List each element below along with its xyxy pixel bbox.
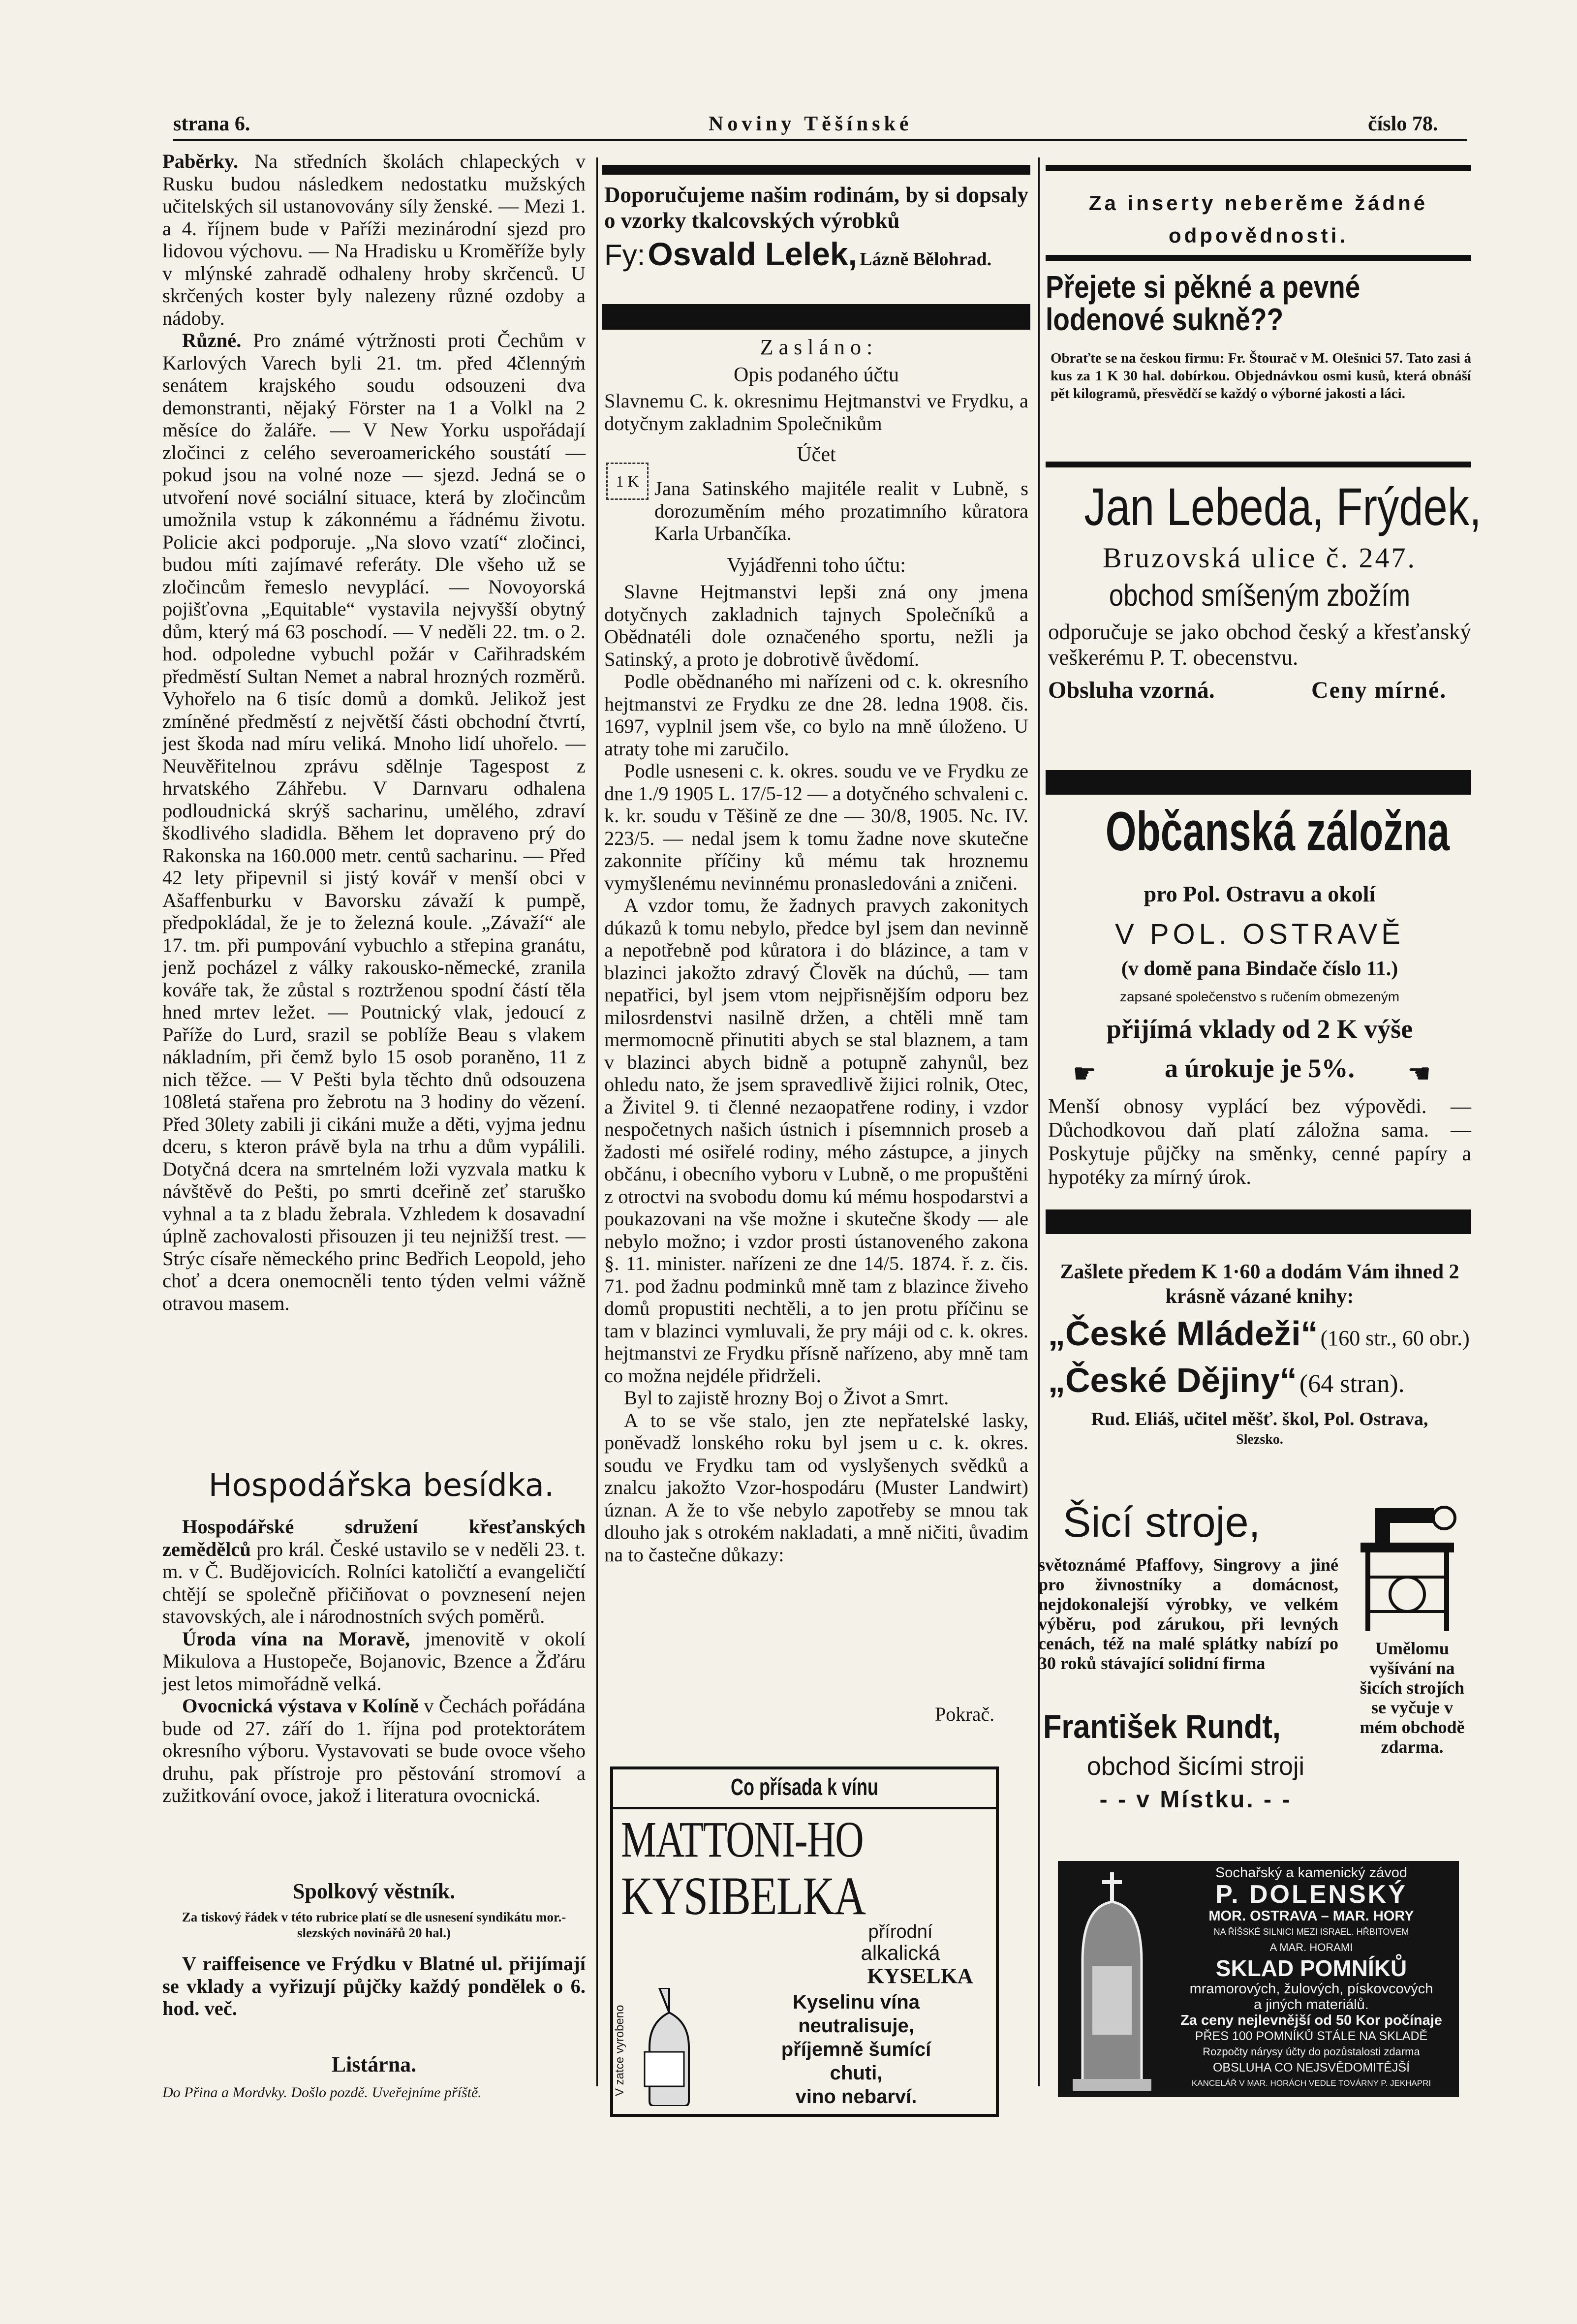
stroje-text: světoznámé Pfaffovy, Singrovy a jiné pro živnostníky a domácnost, nejdokonalejší výrobky, ve velkém výběru, pod zárukou, při levných cenách, též na malé splátky nabízí po 30 roků stávající solidní firma <box>1038 1555 1338 1673</box>
knihy-title1-line <box>1048 1314 1471 1353</box>
listarna-text: Do Přina a Mordvky. Došlo pozdě. Uveřejníme příště. <box>162 2084 482 2101</box>
hosp-p1-text: pro král. České ustavilo se v neděli 23. t. m. v Č. Budějovicích. Rolníci katoličtí a evangeličtí chtějí se společně přičiňovat o povznesení nejen stavovských, ale i národnostních svých poměrů. <box>162 1538 586 1627</box>
ad-firm-name: Osvald Lelek, <box>648 236 857 272</box>
kysibelka-text-2: neutralisuje, <box>798 2015 914 2037</box>
stroje-side: Umělomu vyšívání na šicích strojích se vyčuje v mém obchodě zdarma. <box>1360 1639 1465 1757</box>
lebeda-foot-right: Ceny mírné. <box>1311 677 1447 703</box>
dolensky-l6: SKLAD POMNÍKŮ <box>1215 1955 1407 1981</box>
newspaper-title: Noviny Těšínské <box>709 113 913 135</box>
dolensky-l4: NA ŘÍŠSKÉ SILNICI MEZI ISRAEL. HŘBITOVEM <box>1213 1927 1409 1937</box>
body-paragraph: Byl to zajistě hrozny Boj o Život a Smrt. <box>624 1387 949 1409</box>
middle-top-bar <box>602 165 1030 175</box>
zalozna-title: Občanská záložna <box>1105 801 1450 862</box>
kysibelka-text-5: vino nebarví. <box>795 2086 917 2107</box>
dolensky-l1: Sochařský a kamenický závod <box>1215 1865 1408 1881</box>
dolensky-l8: a jiných materiálů. <box>1254 1997 1369 2013</box>
left-column <box>162 150 586 1314</box>
paberky-title: Paběrky. <box>162 150 239 172</box>
inserty-notice: Za inserty neberěme žádné odpovědnosti. <box>1088 191 1428 247</box>
sukne-text: Obraťte se na českou firmu: Fr. Štourač v M. Olešnici 57. Tato zasi á kus za 1 K 30 hal. dobírkou. Objednávkou osmi kusů, která obnáší pět kilogramů, přesvědčí se každý o výborné jakosti a láci. <box>1051 350 1471 402</box>
ad-firm-prefix: Fy: <box>604 239 646 272</box>
hosp-heading: Hospodářska besídka. <box>208 1467 555 1504</box>
sukne-rule <box>1046 462 1471 467</box>
kysibelka-top: Co přísada k vínu <box>730 1774 879 1800</box>
hosp-p3-title: Ovocnická výstava v Kolíně <box>182 1695 419 1717</box>
hosp-section <box>162 1516 586 1807</box>
knihy-title2-line <box>1048 1361 1471 1400</box>
zaslano-heading: Z a s l á n o : <box>760 335 873 359</box>
bottle-icon <box>635 1988 694 2106</box>
lebeda-name: Jan Lebeda, Frýdek, <box>1084 477 1482 536</box>
dolensky-l7: mramorových, žulových, pískovcových <box>1189 1981 1433 1997</box>
addressee-text: Slavnemu C. k. okresnimu Hejtmanstvi ve Frydku, a dotyčnym zakladnim Společnikům <box>604 390 1028 434</box>
spolkovy-note: Za tiskový řádek v této rubrice platí se dle usnesení syndikátu mor.-slezských novinářů 20 hal.) <box>182 1910 566 1940</box>
body-paragraph: Slavne Hejtmanstvi lepši zná ony jmena dotyčnych zakladnich tajnych Společníků a Obědnatéli dole označeného sportu, nežli ja Satinský, a proto je dobrotivě ůvědomí. <box>604 581 1028 670</box>
header-rule <box>173 139 1467 141</box>
knihy-title2: „České Dějiny“ <box>1048 1361 1297 1399</box>
zaslano-body <box>604 581 1028 1566</box>
stroje-title: Šicí stroje, <box>1063 1499 1261 1546</box>
dolensky-l13: KANCELÁŘ V MAR. HORÁCH VEDLE TOVÁRNY P. JEKHAPRI <box>1191 2078 1431 2088</box>
stroje-firm: František Rundt, <box>1043 1708 1281 1745</box>
sukne-title: Přejete si pěkné a pevné lodenové sukně?? <box>1046 269 1361 337</box>
kysibelka-text-4: chuti, <box>830 2062 883 2084</box>
kysibelka-text <box>723 1990 989 2108</box>
dolensky-l10: PŘES 100 POMNÍKŮ STÁLE NA SKLADĚ <box>1195 2029 1428 2043</box>
sewing-machine-icon <box>1346 1488 1469 1636</box>
body-paragraph: Podle usneseni c. k. okres. soudu ve ve Frydku ze dne 1./9 1905 L. 17/5-12 — a dotyčného schvaleni c. k. kr. soudu v Těšině ze dne — 30/8, 1905. Nc. IV. 223/5. — nedal jsem k tomu žadne nove skutečne zakonnite příčiny ků mému tak hroznemu vymyšlenému nevinnému pronasledováni a zničeni. <box>604 760 1028 894</box>
zalozna-top-bar <box>1046 770 1471 795</box>
column-divider-1 <box>596 157 598 2086</box>
ucet-text <box>654 477 1028 545</box>
hosp-p2-text: jmenovitě v okolí Mikulova a Hustopeče, Bojanovic, Bzence a Žďáru jest letos mimořádně velká. <box>162 1627 586 1695</box>
body-paragraph: Podle obědnaného mi nařízeni od c. k. okresního hejtmanstvi ze Frydku ze dne 28. ledna 1908. čis. 1697, vyplnil jsem vše, co bylo na mně úloženo. U atraty tohe mi zaručilo. <box>604 670 1028 760</box>
ucet-text-line: Jana Satinského majitéle realit v Lubně, s dorozuměním mého prozatimního kůratora Karla Urbančíka. <box>654 477 1028 544</box>
knihy-title2-pages: (64 stran). <box>1299 1370 1405 1398</box>
body-paragraph: A to se vše stalo, jen zte nepřatelské lasky, poněvadž lonského roku byl jsem u c. k. okres. soudu ve Frydku tam od vyslyšenych svědků a znalcu jakožto Vzor-hospodáru (Muster Landwirt) úznan. A že to vše nebylo zapotřeby se mnou tak dlouho jak s otrokém nakladati, a mně ničiti, ůvadim na to častečne důkazy: <box>604 1409 1028 1566</box>
lebeda-shop: obchod smíšeným zbožím <box>1109 579 1411 613</box>
kysibelka-sub3: KYSELKA <box>867 1964 973 1988</box>
column-divider-2 <box>1038 157 1040 2086</box>
zalozna-deposit: přijímá vklady od 2 K výše <box>1106 1014 1413 1044</box>
body-paragraph: A vzdor tomu, že žadnych pravych zakonitych dúkazů k tomu nebylo, předce byl jsem dan nevinně a nepotřebně pod kůratora i do blázince, a tam v blazinci jakožto zdravý Člověk na dúchů, — tam nepatřici, byl jsem vtom nejpřisnějším odporu bez milosrdenstvi nasilně držen, a chtěli mně tam mermomocně přinutiti abych se stal blaznem, a tam v blazinci abych bidně a potupně zahynůl, bez ohledu nato, že jsem spravedlivě žijici rolnik, Otec, a Živitel 9. ti členné nezaopatřene rodiny, i vzdor nespočetnych našich ústnich i písemnnich proseb a žadosti mé osiřelé rodiny, mého zástupce, a jinych občánu, i obecního vyboru v Lubně, o me propuštěni z otroctvi na svobodu domu kú mému hospodarstvi a poukazovani na vše možne i skutečne škody — ale nebylo možno; i vzdor prosti ústanoveného zakona §. 11. minister. nařízeni ze dne 14/5. 1874. ř. z. čis. 71. pod žadnu podminků mně tam z blazince živeho domů propustiti nechtěli, a to jen protu příčinu se tam v blazinci vymluvali, že pry máji od c. k. okres. hejtmanstvi ze Frydku přísně nařízeno, aby mně tam co možna nejdéle přidrželi. <box>604 894 1028 1387</box>
lebeda-text: odporučuje se jako obchod český a křesťanský veškerému P. T. obecenstvu. <box>1048 620 1471 670</box>
paberky-text: Na středních školách chlapeckých v Rusku budou následkem nedostatku mužských učitelských sil ustanovovány síly ženské. — Mezi 1. a 4. říjnem bude v Paříži mezinárodní sjezd pro lidovou výchovu. — Na Hradisku u Kroměříže byly v mlýnské zahradě odhaleny hroby skrčenců. U skrčených koster byly nalezeny různé ozdoby a nádoby. <box>162 150 586 329</box>
kysibelka-sub2: alkalická <box>861 1941 940 1964</box>
addressee <box>604 390 1028 434</box>
zalozna-reg: zapsané společenstvo s ručením obmezeným <box>1119 989 1400 1004</box>
kysibelka-rule <box>613 1807 996 1809</box>
amount-box: 1 K <box>606 463 649 500</box>
zalozna-interest: a úrokuje je 5%. <box>1165 1054 1355 1083</box>
knihy-region: Slezsko. <box>1236 1432 1283 1447</box>
pointing-hand-right-icon: ☚ <box>1407 1058 1431 1089</box>
zalozna-house: (v domě pana Bindače číslo 11.) <box>1121 958 1398 980</box>
page-number: strana 6. <box>173 113 250 135</box>
vyjadreni-heading: Vyjádřenni toho účtu: <box>727 554 906 577</box>
pointing-hand-left-icon: ☛ <box>1073 1058 1097 1089</box>
dolensky-l9: Za ceny nejlevnější od 50 Kor počínaje <box>1180 2013 1442 2028</box>
knihy-top-bar <box>1046 1209 1471 1234</box>
spolkovy-text <box>162 1952 586 2020</box>
spolkovy-heading: Spolkový věstník. <box>292 1879 456 1903</box>
ad-firm-line <box>604 235 1028 273</box>
listarna-heading: Listárna. <box>331 2052 417 2076</box>
kysibelka-side: V zatce vyrobeno <box>613 2005 626 2096</box>
knihy-line1: Zašlete předem K 1·60 a dodám Vám ihned 2 krásně vázané knihy: <box>1060 1261 1459 1308</box>
knihy-title1-pages: (160 str., 60 obr.) <box>1320 1326 1470 1350</box>
hosp-p1-title: Hospodářské sdružení křesťanských zemědělců <box>162 1516 586 1560</box>
hosp-p2-title: Úroda vína na Moravě, <box>182 1627 410 1650</box>
middle-black-bar <box>602 304 1030 330</box>
issue-number: číslo 78. <box>1368 113 1438 135</box>
ucet-heading: Účet <box>797 443 836 466</box>
ad-top-text: Doporučujeme našim rodinám, by si dopsaly o vzorky tkalcovských výrobků <box>604 183 1028 233</box>
monument-icon <box>1063 1867 1161 2094</box>
inserty-rule <box>1046 255 1471 261</box>
kysibelka-brand1: MATTONI-HO <box>621 1811 864 1868</box>
zalozna-for: pro Pol. Ostravu a okolí <box>1144 881 1376 906</box>
dolensky-l2: P. DOLENSKÝ <box>1215 1880 1407 1909</box>
ruzne-title: Různé. <box>182 329 242 351</box>
dolensky-l3: MOR. OSTRAVA – MAR. HORY <box>1208 1908 1414 1924</box>
knihy-author: Rud. Eliáš, učitel měšť. škol, Pol. Ostrava, <box>1091 1409 1428 1429</box>
kysibelka-sub1: přírodní <box>868 1921 933 1942</box>
pokrac: Pokrač. <box>935 1703 995 1725</box>
kysibelka-text-1: Kyselinu vína <box>793 1991 920 2013</box>
stroje-shop: obchod šicími stroji <box>1086 1752 1305 1781</box>
kysibelka-text-3: příjemně šumící <box>781 2039 931 2060</box>
hosp-p3-text: v Čechách pořádána bude od 27. září do 1. října pod protektorátem okresního výboru. Vystavovati se bude ovoce všeho druhu, pak přístroje pro pěstování stromoví a zužitkování ovoce, jakož i literatura ovocnická. <box>162 1695 586 1806</box>
ruzne-text: Pro známé výtržnosti proti Čechům v Karlových Varech byli 21. tm. před 4člennýṁ senátem krajského soudu odsouzeni dva demonstranti, nějaký Förster na 1 a Volkl na 2 měsíce do žaláře. — V New Yorku uspořádají zločinci z celého severoamerického soustátí — pokud jsou na volné noze — sjezd. Jedná se o utvoření nové sociální situace, která by zločincům umožnila vstup k zákonnému a řádnému životu. Policie akci podporuje. „Na slovo vzatí“ zločinci, budou míti zajímavé referáty. Dle všeho už se zločincům řemeslo nevyplácí. — Novoyorská pojišťovna „Equitable“ vystavila nejvyšší obytný dům, který má 63 poschodí. — V neděli 22. tm. o 2. hod. odpoledne vybuchl požár v Cařihradském předměstí Sultan Nemet a nabral hrozných rozměrů. Vyhořelo na 6 tisíc domů a domků. Jelikož jest zmíněné předměstí z největší části obchodní čtvrtí, jest škoda nad míru veliká. Mnoho lidí uhořelo. — Neuvěřitelnou zprávu sdělnje Tagespost z hrvatského Záhřebu. V Darnvaru odhalena podloudnická skrýš sacharinu, umělého, zdraví škodlivého sladidla. Během let dopraveno prý do Rakonska na 160.000 metr. centů sacharinu. — Před 42 lety připevnil si jistý kovář v menší obci v Ašaffenburku v Bavorsku závaží k pumpě, předpokládal, že je to železná koule. „Závaží“ ale 17. tm. při pumpování vybuchlo a střepina granátu, jenž pocházel z války rakousko-německé, zranila kováře tak, že zůstal s roztrženou spodní částí těla hned mrtev ležet. — Poutnický vlak, jedoucí z Paříže do Lurd, srazil se poblíže Beau s vlakem nákladním, při čemž bylo 15 osob poraněno, 11 z nich těžce. — V Pešti byla těchto dnů odsouzena 108letá stařena pro žebrotu na 3 hodiny do vězení. Před 30lety zabili ji cikáni muže a děti, vyjma jednu dceru, s kteron právě byla na trhu a dům vypálili. Dotyčná dcera na smrtelném loži vyzvala matku k návštěvě do Pešti, po smrti dceřině zeť staruško vyhnal a ta z bladu žebrala. Vzhledem k dosavadní úplně zachovalosti přisouzen ji teu nejnižší trest. — Strýc císaře německého princ Bedřich Leopold, jeho choť a dcera onemocněli tento týden velmi vážně otravou masem. <box>162 329 586 1314</box>
dolensky-l12: OBSLUHA CO NEJSVĚDOMITĚJŠÍ <box>1212 2061 1410 2075</box>
zalozna-place: V POL. OSTRAVĚ <box>1115 918 1404 950</box>
lebeda-foot-left: Obsluha vzorná. <box>1048 677 1215 703</box>
stroje-place: - - v Místku. - - <box>1099 1787 1292 1813</box>
opis-heading: Opis podaného účtu <box>734 364 899 386</box>
knihy-title1: „České Mládeži“ <box>1048 1314 1318 1353</box>
dolensky-text <box>1166 1865 1456 2091</box>
kysibelka-brand2: KYSIBELKA <box>621 1866 866 1926</box>
right-top-rule <box>1046 165 1471 171</box>
dolensky-l5: A MAR. HORAMI <box>1269 1941 1353 1953</box>
lebeda-street: Bruzovská ulice č. 247. <box>1102 542 1417 574</box>
ad-firm-place: Lázně Bělohrad. <box>860 249 992 270</box>
zalozna-text: Menší obnosy vyplácí bez výpovědi. — Důchodkovou daň platí záložna sama. — Poskytuje půjčky na směnky, cenné papíry a hypotéky za mírný úrok. <box>1048 1095 1471 1189</box>
dolensky-l11: Rozpočty nárysy účty do pozůstalosti zdarma <box>1203 2045 1420 2058</box>
spolkovy-paragraph: V raiffeisence ve Frýdku v Blatné ul. přijímají se vklady a vyřizují půjčky každý pondělek o 6. hod. več. <box>162 1952 586 2019</box>
